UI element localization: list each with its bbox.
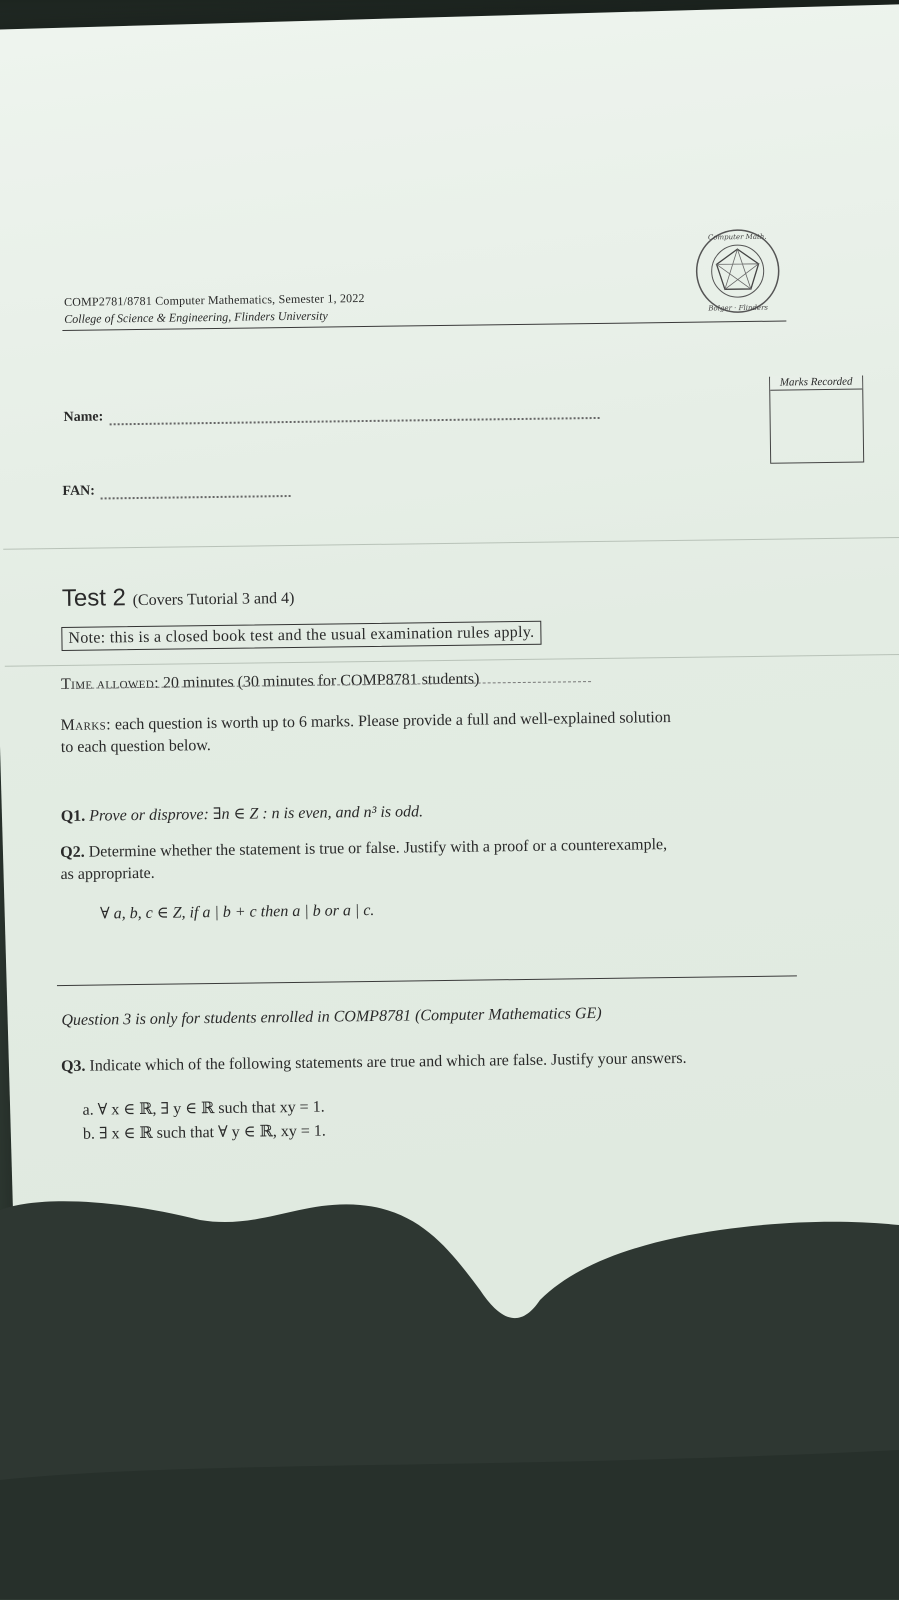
svg-text:Bolger · Flinders: Bolger · Flinders [708, 303, 769, 313]
marks-recorded-label: Marks Recorded [770, 375, 862, 391]
q3-item-a: a. ∀ x ∈ ℝ, ∃ y ∈ ℝ such that xy = 1. [82, 1098, 325, 1119]
test-title-text: Test 2 [61, 584, 127, 612]
q2-text-line1: Determine whether the statement is true or false. Justify with a proof or a counterexample, [84, 836, 668, 861]
course-header: COMP2781/8781 Computer Mathematics, Semester 1, 2022 [63, 291, 365, 309]
name-dotted-line [109, 407, 599, 425]
time-allowed-text: 20 minutes (30 minutes for COMP8781 students) [158, 670, 480, 692]
name-field [63, 403, 599, 426]
test-subtitle: (Covers Tutorial 3 and 4) [132, 589, 295, 610]
marks-text-line1: each question is worth up to 6 marks. Please provide a full and well-explained solution [110, 709, 671, 734]
question-3 [61, 1045, 881, 1078]
time-allowed-label: Time allowed: [60, 674, 160, 694]
test-title [62, 582, 295, 613]
section-divider [3, 537, 899, 550]
q2-text-line2: as appropriate. [60, 864, 155, 884]
q1-text: Prove or disprove: ∃n ∈ Z : n is even, and n³ is odd. [85, 803, 424, 825]
name-label: Name: [63, 409, 104, 425]
marks-instructions [60, 705, 861, 759]
q1-label: Q1. [60, 807, 86, 826]
note-box: Note: this is a closed book test and the usual examination rules apply. [61, 621, 541, 651]
college-header: College of Science & Engineering, Flinders University [64, 308, 328, 326]
q2-statement: ∀ a, b, c ∈ Z, if a | b + c then a | b or a | c. [99, 901, 375, 923]
marks-label: Marks: [60, 716, 112, 735]
q2-label: Q2. [60, 843, 85, 862]
hand-shadow-overlay [0, 1180, 899, 1599]
q3-text: Indicate which of the following statements are true and which are false. Justify your answers. [85, 1049, 687, 1075]
q3-intro: Question 3 is only for students enrolled in COMP8781 (Computer Mathematics GE) [61, 1004, 602, 1030]
time-allowed [61, 669, 480, 696]
fan-dotted-line [101, 485, 291, 499]
marks-text-line2: to each question below. [60, 737, 211, 757]
fan-field [62, 481, 291, 500]
note-divider [5, 654, 899, 667]
fan-label: FAN: [62, 483, 96, 499]
question-2 [60, 832, 861, 886]
q3-item-b: b. ∃ x ∈ ℝ such that ∀ y ∈ ℝ, xy = 1. [82, 1122, 326, 1143]
question-1 [61, 801, 424, 828]
marks-recorded-box [769, 375, 864, 463]
university-seal-icon [693, 227, 782, 316]
q3-divider [57, 975, 797, 986]
q3-label: Q3. [60, 1057, 86, 1076]
svg-text:Computer Math.: Computer Math. [707, 232, 767, 242]
